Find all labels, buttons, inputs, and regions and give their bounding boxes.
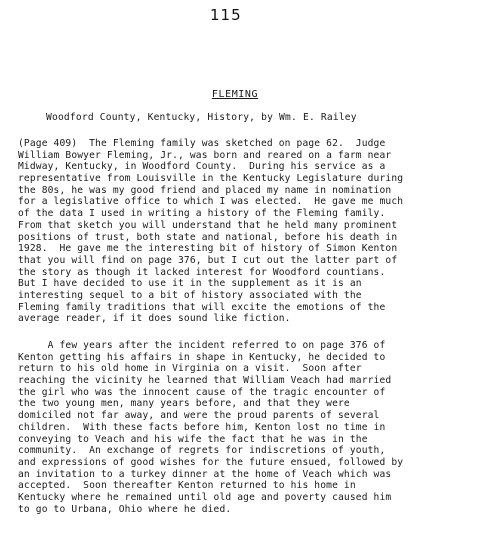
text-line: conveying to Veach and his wife the fact that he was in the (18, 433, 368, 445)
text-line: But I have decided to use it in the supplement as it is an (18, 278, 362, 290)
text-line: Kentucky where he remained until old age and poverty caused him (18, 491, 392, 503)
text-line: positions of trust, both state and national, before his death in (18, 231, 398, 243)
text-line: reaching the vicinity he learned that William Veach had married (18, 375, 392, 387)
text-line: Midway, Kentucky, in Woodford County. During his service as a (18, 161, 386, 173)
text-line: A few years after the incident referred to on page 376 of (18, 340, 386, 351)
text-line: accepted. Soon thereafter Kenton returned to his home in (18, 480, 356, 492)
text-line: the 80s, he was my good friend and placed my name in nomination (18, 184, 392, 196)
text-line: domiciled not far away, and were the proud parents of several (18, 410, 380, 422)
source-citation: Woodford County, Kentucky, History, by Wm. E. Railey (46, 112, 357, 123)
text-line: From that sketch you will understand that he held many prominent (18, 219, 398, 231)
paragraph-2 (18, 340, 488, 515)
text-line: Kenton getting his affairs in shape in Kentucky, he decided to (18, 351, 386, 363)
text-line: an invitation to a turkey dinner at the home of Veach which was (18, 468, 392, 480)
text-line: to go to Urbana, Ohio where he died. (18, 503, 232, 515)
page-number: 115 (210, 6, 242, 24)
page-title: FLEMING (211, 89, 259, 100)
text-line: Fleming family traditions that will excite the emotions of the (18, 301, 386, 313)
text-line: of the data I used in writing a history of the Fleming family. (18, 208, 386, 220)
text-line: children. With these facts before him, Kenton lost no time in (18, 421, 386, 433)
paragraph-1 (18, 138, 488, 325)
text-line: the two young men, many years before, and that they were (18, 398, 350, 410)
text-line: the girl who was the innocent cause of the tragic encounter of (18, 386, 386, 398)
text-line: the story as though it lacked interest for Woodford countians. (18, 266, 386, 278)
text-line: (Page 409) The Fleming family was sketched on page 62. Judge (18, 138, 386, 149)
text-line: interesting sequel to a bit of history associated with the (18, 289, 362, 301)
text-line: representative from Louisville in the Kentucky Legislature during (18, 173, 404, 185)
text-line: community. An exchange of regrets for indiscretions of youth, (18, 445, 386, 457)
text-line: for a legislative office to which I was elected. He gave me much (18, 196, 404, 208)
text-line: average reader, if it does sound like fiction. (18, 313, 291, 325)
text-line: 1928. He gave me the interesting bit of history of Simon Kenton (18, 243, 398, 255)
text-line: return to his old home in Virginia on a visit. Soon after (18, 363, 362, 375)
text-line: William Bowyer Fleming, Jr., was born and reared on a farm near (18, 149, 392, 161)
text-line: and expressions of good wishes for the future ensued, followed by (18, 456, 404, 468)
text-line: that you will find on page 376, but I cut out the latter part of (18, 254, 398, 266)
